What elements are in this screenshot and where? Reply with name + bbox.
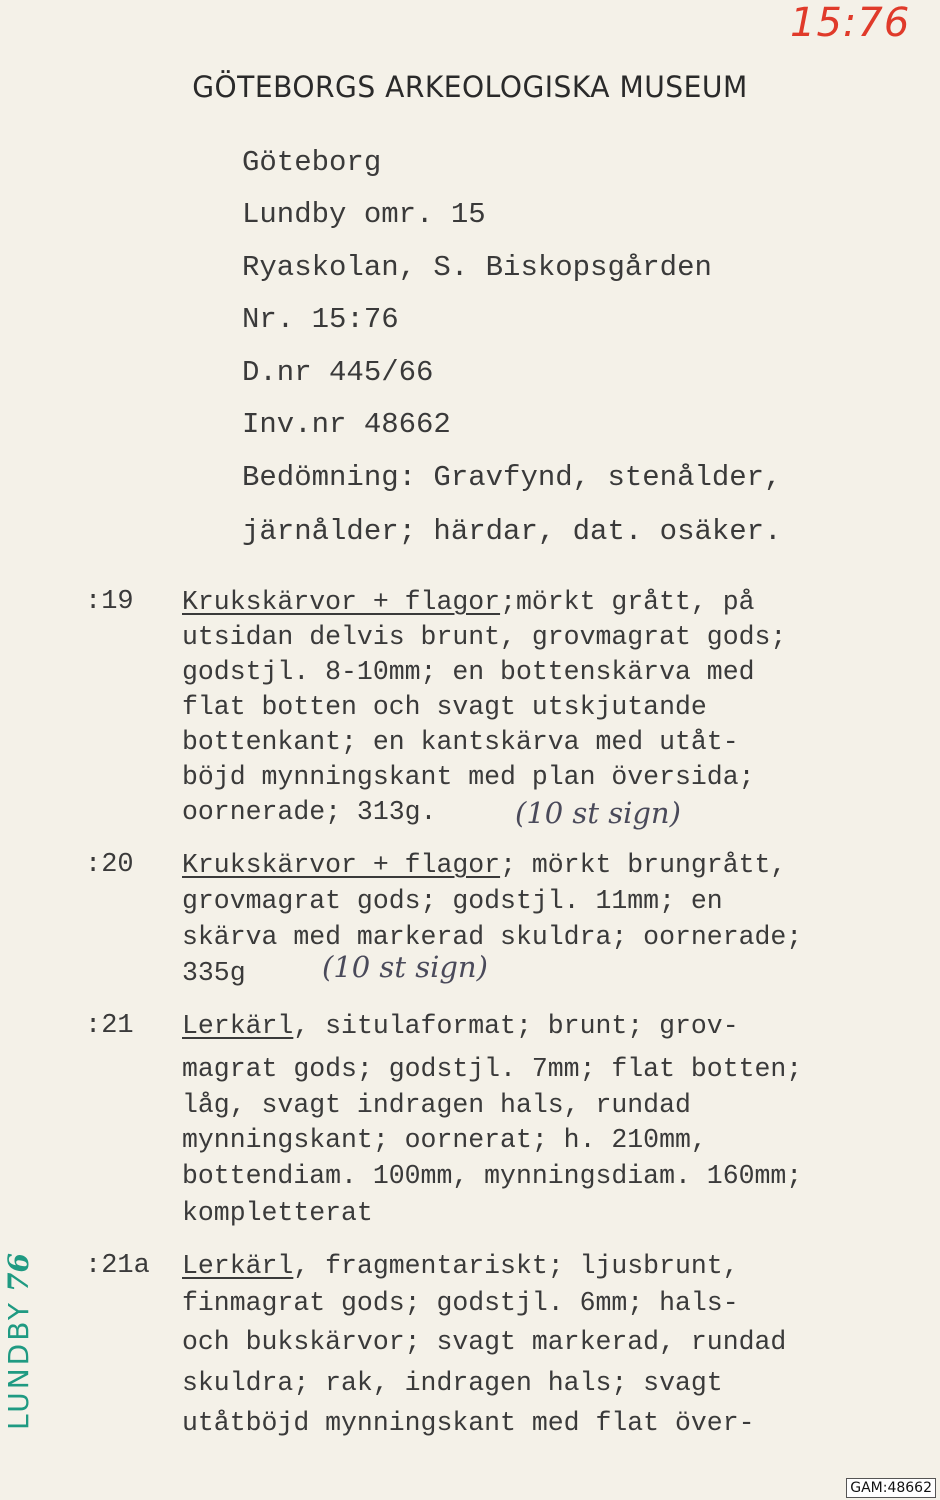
entry-line: skärva med markerad skuldra; oornerade;	[182, 922, 803, 952]
header-line: järnålder; härdar, dat. osäker.	[242, 515, 782, 548]
header-line: Bedömning: Gravfynd, stenålder,	[242, 461, 782, 494]
entry-title: Lerkärl	[182, 1251, 294, 1281]
entry-line: flat botten och svagt utskjutande	[182, 692, 707, 722]
entry-line: bottendiam. 100mm, mynningsdiam. 160mm;	[182, 1161, 803, 1191]
entry-line: böjd mynningskant med plan översida;	[182, 762, 755, 792]
entry-line: och bukskärvor; svagt markerad, rundad	[182, 1327, 787, 1357]
entry-number: :21	[85, 1011, 134, 1041]
entry-number: :19	[85, 587, 134, 617]
entry-line: låg, svagt indragen hals, rundad	[182, 1090, 691, 1120]
header-line: D.nr 445/66	[242, 356, 434, 389]
side-number: 76	[2, 1253, 35, 1292]
entry-line: oornerade; 313g.	[182, 797, 437, 827]
entry-line: mynningskant; oornerat; h. 210mm,	[182, 1125, 707, 1155]
entry-title: Krukskärvor + flagor	[182, 587, 501, 617]
entry-first-line: Lerkärl, situlaformat; brunt; grov-	[182, 1011, 739, 1041]
museum-heading: GÖTEBORGS ARKEOLOGISKA MUSEUM	[192, 70, 748, 104]
header-line: Lundby omr. 15	[242, 198, 486, 231]
side-label: LUNDBY76	[2, 1253, 35, 1430]
entry-line: skuldra; rak, indragen hals; svagt	[182, 1368, 723, 1398]
handwritten-note: (10 st sign)	[515, 796, 681, 830]
entry-line: kompletterat	[182, 1198, 373, 1228]
entry-first-line: Krukskärvor + flagor; mörkt brungrått,	[182, 850, 787, 880]
entry-line: magrat gods; godstjl. 7mm; flat botten;	[182, 1054, 803, 1084]
catalog-id-label: GAM:48662	[846, 1478, 936, 1498]
handwritten-note: (10 st sign)	[322, 950, 488, 984]
header-line: Nr. 15:76	[242, 303, 399, 336]
entry-line: utåtböjd mynningskant med flat över-	[182, 1408, 755, 1438]
header-line: Inv.nr 48662	[242, 408, 451, 441]
entry-title: Lerkärl	[182, 1011, 294, 1041]
corner-number: 15:76	[790, 0, 911, 46]
header-line: Göteborg	[242, 146, 382, 179]
entry-line: finmagrat gods; godstjl. 6mm; hals-	[182, 1288, 739, 1318]
entry-first-line: Lerkärl, fragmentariskt; ljusbrunt,	[182, 1251, 739, 1281]
entry-line: 335g	[182, 958, 246, 988]
entry-line: grovmagrat gods; godstjl. 11mm; en	[182, 886, 723, 916]
header-line: Ryaskolan, S. Biskopsgården	[242, 251, 712, 284]
entry-line: utsidan delvis brunt, grovmagrat gods;	[182, 622, 787, 652]
entry-line: godstjl. 8-10mm; en bottenskärva med	[182, 657, 755, 687]
entry-title: Krukskärvor + flagor	[182, 850, 501, 880]
entry-line: bottenkant; en kantskärva med utåt-	[182, 727, 739, 757]
entry-first-line: Krukskärvor + flagor;mörkt grått, på	[182, 587, 755, 617]
entry-number: :20	[85, 850, 134, 880]
entry-number: :21a	[85, 1251, 150, 1281]
